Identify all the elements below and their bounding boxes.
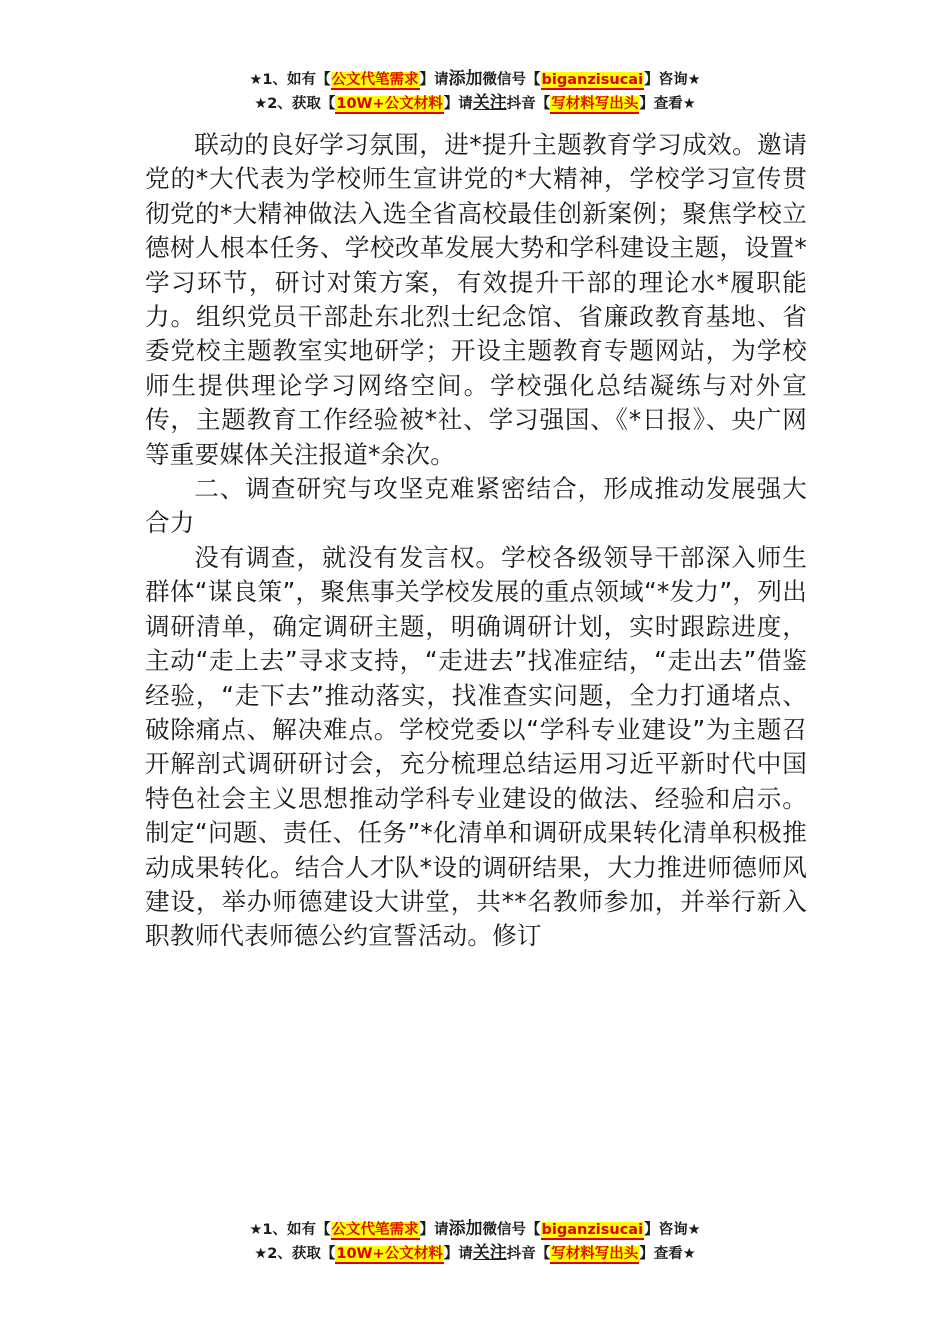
highlight-service: 公文代笔需求 <box>331 1222 419 1238</box>
banner-line-1 <box>0 1218 950 1242</box>
banner-text: 】请 <box>443 96 473 112</box>
banner-text: 】查看★ <box>639 96 696 112</box>
banner-emphasis: 关注 <box>472 1243 507 1263</box>
highlight-materials: 10W+公文材料 <box>336 96 443 112</box>
section-heading-2: 二、调查研究与攻坚克难紧密结合，形成推动发展强大合力 <box>145 474 807 538</box>
banner-text: 】咨询★ <box>644 72 701 88</box>
highlight-douyin-account: 写材料写出头 <box>551 96 639 112</box>
banner-text: ★2、获取【 <box>254 1246 336 1262</box>
highlight-materials: 10W+公文材料 <box>336 1246 443 1262</box>
banner-text: 】请 <box>443 1246 473 1262</box>
banner-text: ★2、获取【 <box>254 96 336 112</box>
paragraph-1: 联动的良好学习氛围，进*提升主题教育学习成效。邀请党的*大代表为学校师生宣讲党的*大精神，学校学习宣传贯彻党的*大精神做法入选全省高校最佳创新案例；聚焦学校立德树人根本任务、学校改革发展大势和学科建设主题，设置*学习环节，研讨对策方案，有效提升干部的理论水*履职能力。组织党员干部赴东北烈士纪念馆、省廉政教育基地、省委党校主题教室实地研学；开设主题教育专题网站，为学校师生提供理论学习网络空间。学校强化总结凝练与对外宣传，主题教育工作经验被*社、学习强国、《*日报》、央广网等重要媒体关注报道*余次。 <box>145 130 807 469</box>
banner-text: 微信号【 <box>482 72 541 88</box>
banner-text: 】查看★ <box>639 1246 696 1262</box>
banner-text: 抖音【 <box>506 96 551 112</box>
paragraph-2: 没有调查，就没有发言权。学校各级领导干部深入师生群体“谋良策”，聚焦事关学校发展的重点领域“*发力”，列出调研清单，确定调研主题，明确调研计划，实时跟踪进度，主动“走上去”寻求支持，“走进去”找准症结，“走出去”借鉴经验，“走下去”推动落实，找准查实问题，全力打通堵点、破除痛点、解决难点。学校党委以“学科专业建设”为主题召开解剖式调研研讨会，充分梳理总结运用习近平新时代中国特色社会主义思想推动学科专业建设的做法、经验和启示。制定“问题、责任、任务”*化清单和调研成果转化清单积极推动成果转化。结合人才队*设的调研结果，大力推进师德师风建设，举办师德建设大讲堂，共**名教师参加，并举行新入职教师代表师德公约宣誓活动。修订 <box>145 542 807 951</box>
banner-emphasis: 关注 <box>472 93 507 113</box>
banner-line-2 <box>0 1242 950 1266</box>
banner-text: 】请 <box>419 1222 449 1238</box>
highlight-wechat-id: biganzisucai <box>541 1222 644 1238</box>
banner-emphasis: 添加 <box>448 1219 483 1239</box>
banner-text: 】咨询★ <box>644 1222 701 1238</box>
banner-line-2 <box>0 92 950 116</box>
banner-text: 抖音【 <box>506 1246 551 1262</box>
highlight-douyin-account: 写材料写出头 <box>551 1246 639 1262</box>
banner-text: ★1、如有【 <box>249 1222 331 1238</box>
banner-line-1 <box>0 68 950 92</box>
footer-banner <box>0 1218 950 1266</box>
banner-text: 微信号【 <box>482 1222 541 1238</box>
banner-emphasis: 添加 <box>448 69 483 89</box>
highlight-service: 公文代笔需求 <box>331 72 419 88</box>
banner-text: ★1、如有【 <box>249 72 331 88</box>
document-body <box>145 128 807 954</box>
highlight-wechat-id: biganzisucai <box>541 72 644 88</box>
banner-text: 】请 <box>419 72 449 88</box>
header-banner <box>0 68 950 116</box>
